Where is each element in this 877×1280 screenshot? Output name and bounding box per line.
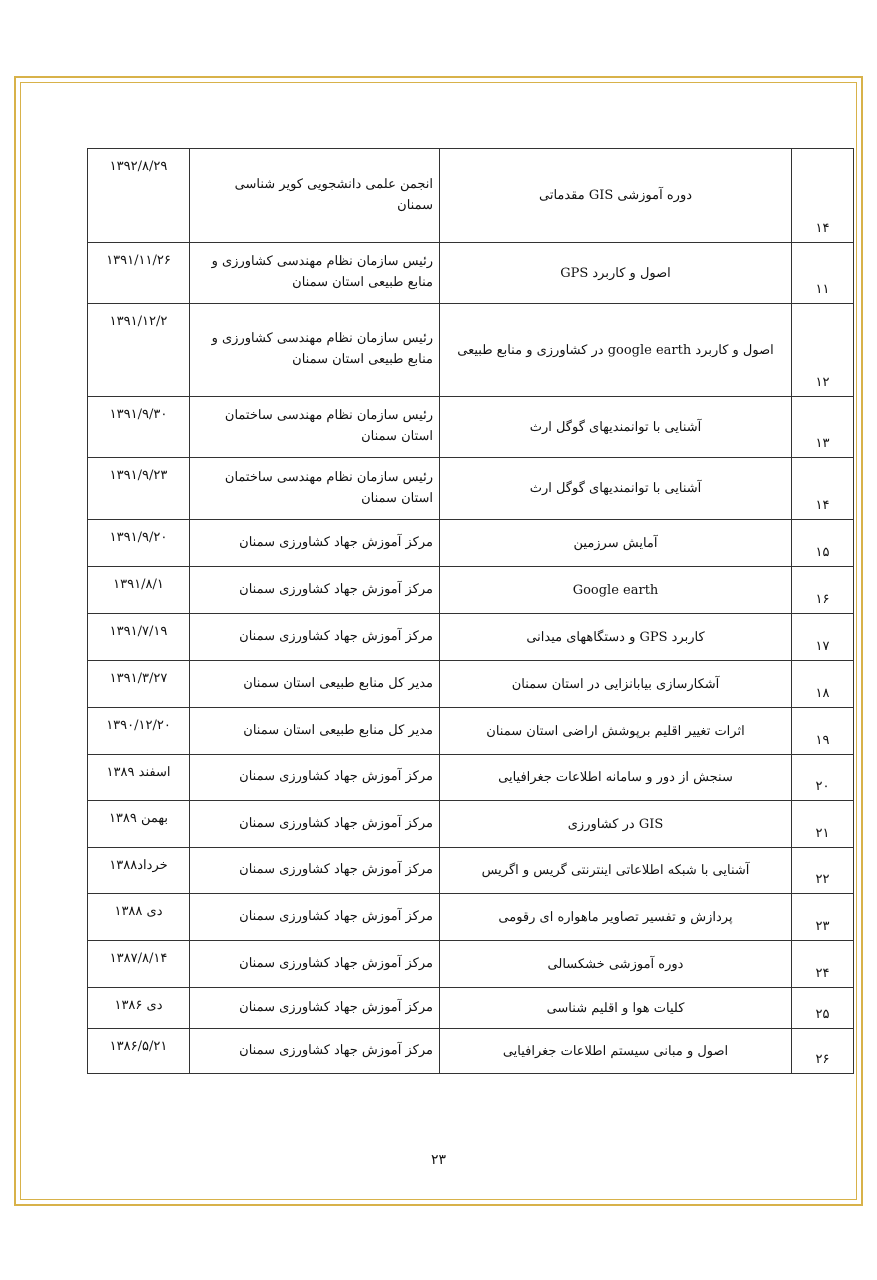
organizer: رئیس سازمان نظام مهندسی کشاورزی و منابع طبیعی استان سمنان (190, 304, 440, 397)
course-title: GIS در کشاورزی (440, 801, 792, 848)
table-row (88, 894, 854, 941)
table-row (88, 243, 854, 304)
course-date: ۱۳۹۱/۱۱/۲۶ (88, 243, 190, 304)
organizer: مرکز آموزش جهاد کشاورزی سمنان (190, 567, 440, 614)
course-title: آشنایی با شبکه اطلاعاتی اینترنتی گریس و اگریس (440, 848, 792, 894)
row-number: ۲۳ (792, 894, 854, 941)
table-row (88, 848, 854, 894)
course-title: اصول و مبانی سیستم اطلاعات جغرافیایی (440, 1029, 792, 1074)
course-date: ۱۳۸۷/۸/۱۴ (88, 941, 190, 988)
row-number: ۱۷ (792, 614, 854, 661)
course-date: ۱۳۹۰/۱۲/۲۰ (88, 708, 190, 755)
organizer: مرکز آموزش جهاد کشاورزی سمنان (190, 848, 440, 894)
courses-table (87, 148, 854, 1074)
table-row (88, 520, 854, 567)
page-number: ۲۳ (430, 1152, 447, 1168)
course-title: آمایش سرزمین (440, 520, 792, 567)
table-row (88, 614, 854, 661)
organizer: رئیس سازمان نظام مهندسی ساختمان استان سمنان (190, 458, 440, 520)
course-date: ۱۳۹۱/۹/۳۰ (88, 397, 190, 458)
course-title: Google earth (440, 567, 792, 614)
course-title: اصول و کاربرد GPS (440, 243, 792, 304)
row-number: ۱۲ (792, 304, 854, 397)
course-title: سنجش از دور و سامانه اطلاعات جغرافیایی (440, 755, 792, 801)
table-row (88, 1029, 854, 1074)
row-number: ۱۸ (792, 661, 854, 708)
organizer: رئیس سازمان نظام مهندسی ساختمان استان سمنان (190, 397, 440, 458)
course-title: دوره آموزشی خشکسالی (440, 941, 792, 988)
course-date: ۱۳۹۱/۳/۲۷ (88, 661, 190, 708)
course-date: ۱۳۹۱/۱۲/۲ (88, 304, 190, 397)
organizer: مرکز آموزش جهاد کشاورزی سمنان (190, 755, 440, 801)
organizer: انجمن علمی دانشجویی کویر شناسی سمنان (190, 149, 440, 243)
table-row (88, 458, 854, 520)
table-row (88, 149, 854, 243)
table-row (88, 397, 854, 458)
course-date: ۱۳۹۱/۹/۲۰ (88, 520, 190, 567)
table-row (88, 304, 854, 397)
row-number: ۲۵ (792, 988, 854, 1029)
row-number: ۲۱ (792, 801, 854, 848)
table-row (88, 801, 854, 848)
course-date: ۱۳۹۱/۷/۱۹ (88, 614, 190, 661)
row-number: ۲۰ (792, 755, 854, 801)
organizer: مرکز آموزش جهاد کشاورزی سمنان (190, 520, 440, 567)
table-row (88, 941, 854, 988)
organizer: مرکز آموزش جهاد کشاورزی سمنان (190, 801, 440, 848)
row-number: ۱۵ (792, 520, 854, 567)
course-title: آشنایی با توانمندیهای گوگل ارث (440, 397, 792, 458)
course-date: ۱۳۹۱/۸/۱ (88, 567, 190, 614)
organizer: مرکز آموزش جهاد کشاورزی سمنان (190, 894, 440, 941)
row-number: ۱۶ (792, 567, 854, 614)
table-row (88, 567, 854, 614)
organizer: مرکز آموزش جهاد کشاورزی سمنان (190, 941, 440, 988)
row-number: ۱۹ (792, 708, 854, 755)
organizer: مدیر کل منابع طبیعی استان سمنان (190, 708, 440, 755)
row-number: ۱۱ (792, 243, 854, 304)
course-date: ۱۳۸۶/۵/۲۱ (88, 1029, 190, 1074)
table-row (88, 661, 854, 708)
course-date: دی ۱۳۸۶ (88, 988, 190, 1029)
course-date: ۱۳۹۱/۹/۲۳ (88, 458, 190, 520)
table-row (88, 755, 854, 801)
course-date: دی ۱۳۸۸ (88, 894, 190, 941)
table-row (88, 708, 854, 755)
course-title: کاربرد GPS و دستگاههای میدانی (440, 614, 792, 661)
course-title: اصول و کاربرد google earth در کشاورزی و منابع طبیعی (440, 304, 792, 397)
organizer: مدیر کل منابع طبیعی استان سمنان (190, 661, 440, 708)
course-title: اثرات تغییر اقلیم برپوشش اراضی استان سمنان (440, 708, 792, 755)
course-title: پردازش و تفسیر تصاویر ماهواره ای رقومی (440, 894, 792, 941)
table-row (88, 988, 854, 1029)
row-number: ۱۳ (792, 397, 854, 458)
row-number: ۲۶ (792, 1029, 854, 1074)
row-number: ۱۴ (792, 458, 854, 520)
organizer: مرکز آموزش جهاد کشاورزی سمنان (190, 1029, 440, 1074)
course-title: آشنایی با توانمندیهای گوگل ارث (440, 458, 792, 520)
course-date: خرداد۱۳۸۸ (88, 848, 190, 894)
organizer: رئیس سازمان نظام مهندسی کشاورزی و منابع طبیعی استان سمنان (190, 243, 440, 304)
row-number: ۲۴ (792, 941, 854, 988)
course-title: کلیات هوا و اقلیم شناسی (440, 988, 792, 1029)
row-number: ۱۴ (792, 149, 854, 243)
row-number: ۲۲ (792, 848, 854, 894)
course-date: ۱۳۹۲/۸/۲۹ (88, 149, 190, 243)
course-title: آشکارسازی بیابانزایی در استان سمنان (440, 661, 792, 708)
course-title: دوره آموزشی GIS مقدماتی (440, 149, 792, 243)
course-date: اسفند ۱۳۸۹ (88, 755, 190, 801)
organizer: مرکز آموزش جهاد کشاورزی سمنان (190, 988, 440, 1029)
course-date: بهمن ۱۳۸۹ (88, 801, 190, 848)
organizer: مرکز آموزش جهاد کشاورزی سمنان (190, 614, 440, 661)
